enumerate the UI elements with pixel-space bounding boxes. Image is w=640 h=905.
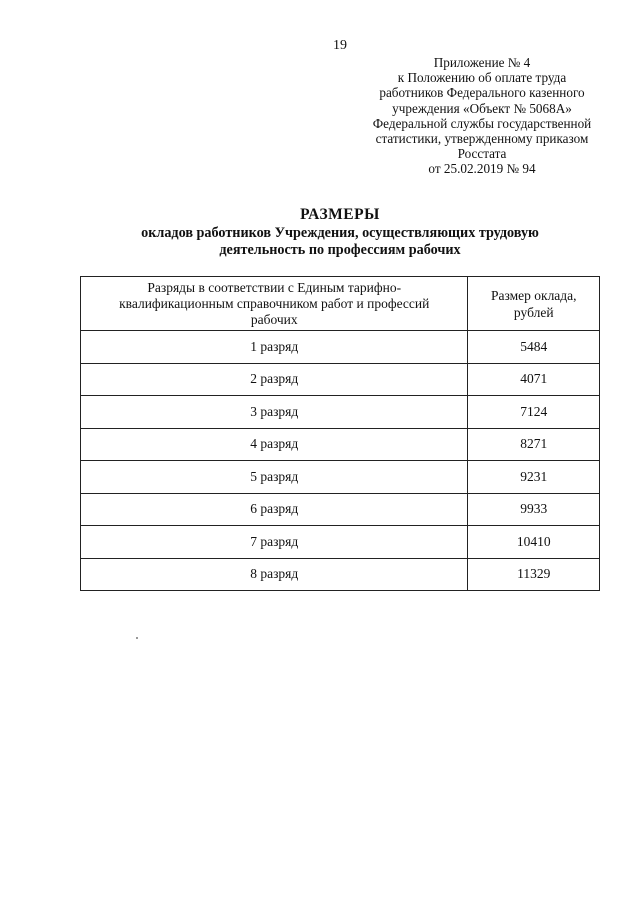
salary-cell: 7124	[468, 396, 600, 429]
appendix-line: от 25.02.2019 № 94	[428, 161, 536, 177]
header-grade-line: квалификационным справочником работ и профессий	[119, 295, 430, 311]
header-grade	[81, 277, 468, 331]
table-row	[81, 526, 600, 559]
header-grade-line: Разряды в соответствии с Единым тарифно-	[147, 279, 402, 295]
appendix-note	[372, 55, 592, 177]
salary-cell: 9933	[468, 493, 600, 526]
document-title	[0, 205, 640, 259]
grade-cell: 4 разряд	[81, 428, 468, 461]
salary-cell: 5484	[468, 331, 600, 364]
appendix-line: работников Федерального казенного	[379, 85, 585, 101]
appendix-line: статистики, утвержденному приказом	[375, 131, 589, 147]
grade-cell: 3 разряд	[81, 396, 468, 429]
appendix-line: к Положению об оплате труда	[397, 70, 567, 86]
scan-speck	[136, 637, 138, 639]
table-row	[81, 493, 600, 526]
appendix-line: учреждения «Объект № 5068А»	[392, 100, 572, 116]
salary-cell: 10410	[468, 526, 600, 559]
header-salary	[468, 277, 600, 331]
grade-cell: 6 разряд	[81, 493, 468, 526]
title-subtitle-line-1: окладов работников Учреждения, осуществляющих трудовую	[141, 225, 539, 241]
table-row	[81, 428, 600, 461]
grade-cell: 7 разряд	[81, 526, 468, 559]
grade-cell: 2 разряд	[81, 363, 468, 396]
grade-cell: 5 разряд	[81, 461, 468, 494]
salary-cell: 4071	[468, 363, 600, 396]
table-header-row	[81, 277, 600, 331]
table-row	[81, 461, 600, 494]
salary-cell: 9231	[468, 461, 600, 494]
appendix-line: Приложение № 4	[433, 55, 531, 70]
table-row	[81, 331, 600, 364]
salary-table	[80, 276, 600, 591]
table-row	[81, 363, 600, 396]
salary-cell: 11329	[468, 558, 600, 591]
table-row	[81, 396, 600, 429]
salary-cell: 8271	[468, 428, 600, 461]
header-grade-line: рабочих	[250, 311, 298, 327]
title-subtitle-line-2: деятельность по профессиям рабочих	[219, 242, 461, 258]
appendix-line: Федеральной службы государственной	[372, 115, 592, 131]
header-salary-line: Размер оклада,	[490, 287, 577, 303]
page-number: 19	[333, 38, 347, 53]
grade-cell: 1 разряд	[81, 331, 468, 364]
grade-cell: 8 разряд	[81, 558, 468, 591]
table-row	[81, 558, 600, 591]
appendix-line: Росстата	[457, 146, 507, 162]
header-salary-line: рублей	[513, 304, 554, 320]
title-main: РАЗМЕРЫ	[300, 206, 380, 223]
